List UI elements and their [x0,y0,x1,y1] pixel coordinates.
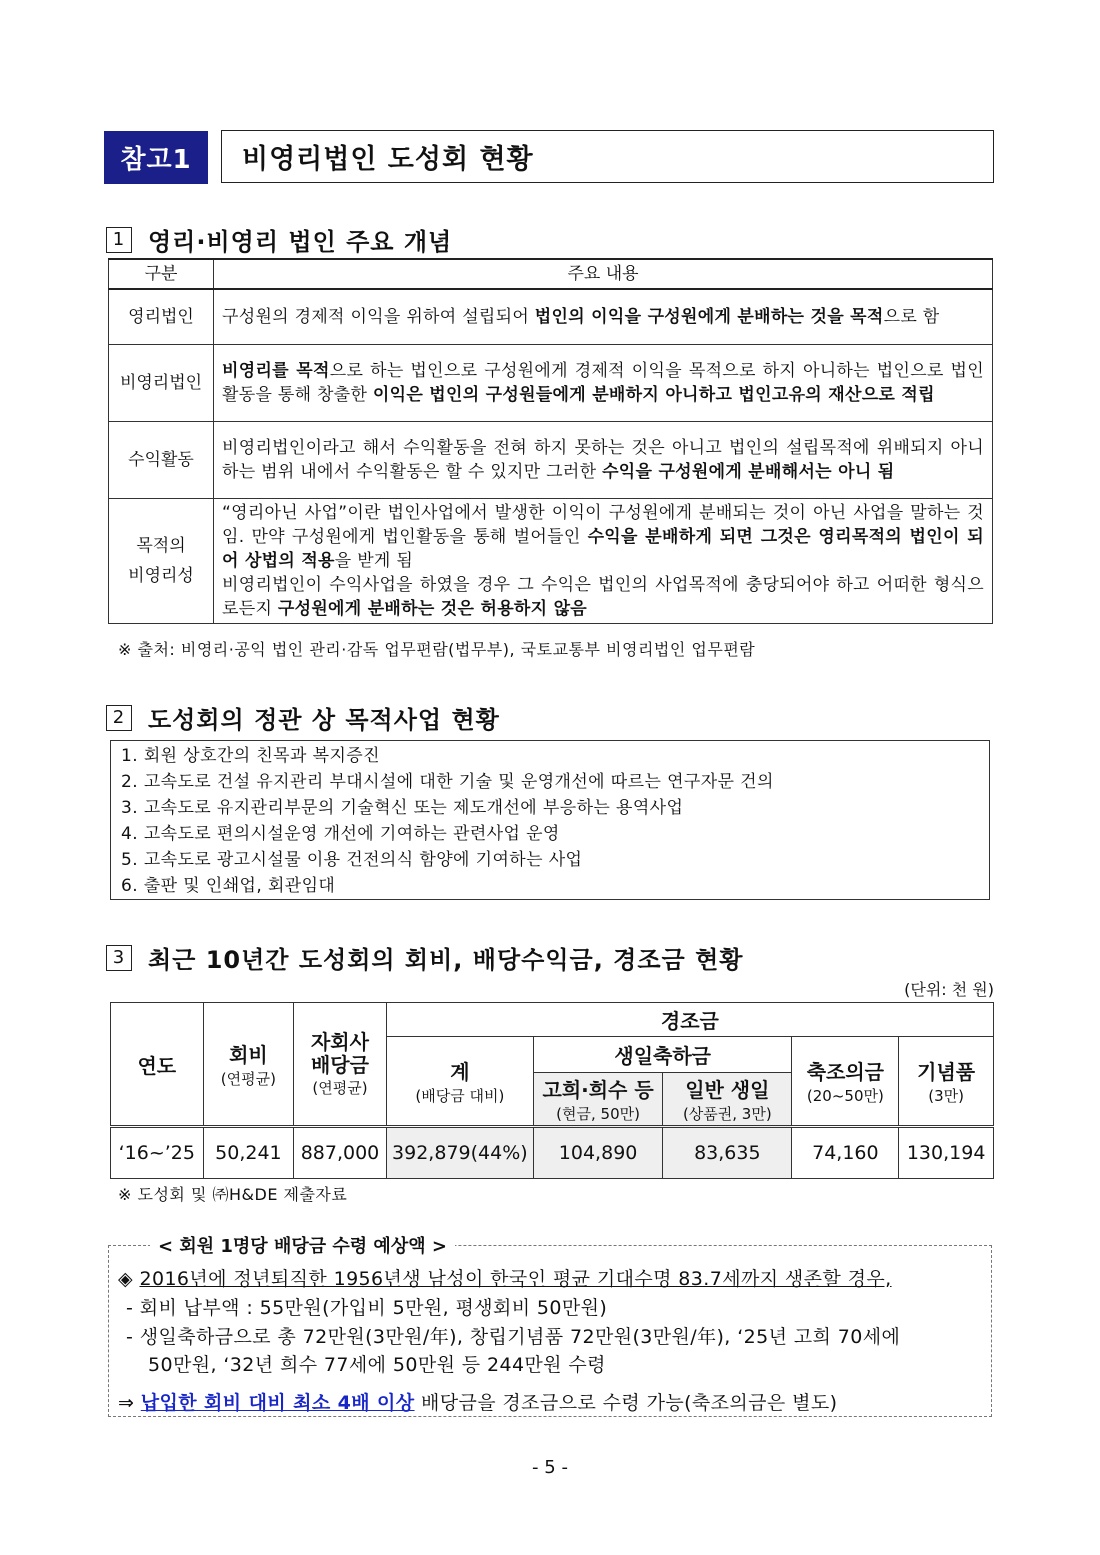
concept-header-row [109,259,993,289]
purpose-item: 3. 고속도로 유지관리부문의 기술혁신 또는 제도개선에 부응하는 용역사업 [121,798,684,818]
body-text: 구성원의 경제적 이익을 위하여 설립되어 [222,307,535,327]
emphasis-text: 이익은 법인의 구성원들에게 분배하지 아니하고 법인고유의 재산으로 적립 [372,385,935,405]
header-gift-label: 기념품 [917,1060,976,1084]
body-text: 으로 하는 법인으로 구성원에게 경제적 이익을 목적으로 하지 아니하는 법인으로 법인활동을 통해 창출한 [222,361,984,405]
header-elder-sub: (현금, 50만) [556,1105,640,1123]
concept-row [109,345,993,422]
summary-conclusion [118,1388,837,1415]
header-gift [899,1037,994,1127]
section1-number: 1 [106,227,132,253]
header-condol-label: 축조의금 [806,1060,884,1084]
section1-heading [106,222,452,257]
concept-content [214,422,993,499]
header-condol-sub: (20~50만) [806,1087,884,1105]
header-condolence-group: 경조금 [386,1003,993,1037]
concept-content [214,289,993,345]
concept-header-content: 주요 내용 [214,259,993,289]
header-total [386,1037,533,1127]
concept-label: 수익활동 [109,422,214,499]
concept-label: 영리법인 [109,289,214,345]
summary-lead [118,1264,892,1291]
reference-badge: 참고1 [104,131,208,184]
header-total-label: 계 [450,1060,470,1084]
header-fee-label: 회비 [229,1043,268,1067]
body-text: 을 받게 됨 [334,551,414,571]
concept-row [109,499,993,624]
section3-heading [106,940,743,975]
header-birthday: 생일축하금 [533,1037,791,1073]
finance-table [110,1002,994,1179]
purpose-item: 5. 고속도로 광고시설물 이용 건전의식 함양에 기여하는 사업 [121,850,583,870]
table-row [111,1127,994,1179]
body-text: 으로 함 [883,307,940,327]
concept-row [109,289,993,345]
summary-bullet-cont: 50만원, ‘32년 희수 77세에 50만원 등 244만원 수령 [148,1354,606,1376]
purpose-item: 4. 고속도로 편의시설운영 개선에 기여하는 관련사업 운영 [121,824,560,844]
purpose-item: 6. 출판 및 인쇄업, 회관임대 [121,876,336,896]
concept-label: 비영리법인 [109,345,214,422]
section3-number: 3 [106,945,132,971]
section2-number: 2 [106,705,132,731]
purpose-list [110,740,990,900]
header-condol [792,1037,899,1127]
section1-title: 영리·비영리 법인 주요 개념 [148,228,453,256]
summary-title: < 회원 1명당 배당금 수령 예상액 > [150,1232,455,1258]
body-text: “영리아닌 사업”이란 법인사업에서 발생한 이익이 구성원에게 분배되는 것이 아닌 사업을 말하는 것임. 만약 구성원에게 법인활동을 통해 벌어들인 [222,503,984,547]
summary-lead-text: 2016년에 정년퇴직한 1956년생 남성이 한국인 평균 기대수명 83.7세까지 생존할 경우, [139,1268,892,1290]
header-dividend-label: 자회사 배당금 [310,1029,369,1077]
summary-conclusion-rest: 배당금을 경조금으로 수령 가능(축조의금은 별도) [414,1392,838,1414]
header-elder [533,1073,662,1127]
summary-bullet: - 회비 납부액 : 55만원(가입비 5만원, 평생회비 50만원) [126,1297,608,1319]
cell-normal: 83,635 [663,1127,792,1179]
header-fee [203,1003,294,1127]
section2-heading [106,700,500,735]
body-text: 비영리법인이라고 해서 수익활동을 전혀 하지 못하는 것은 아니고 법인의 설립목적에 위배되지 아니하는 범위 내에서 수익활동은 할 수 있지만 그러한 [222,438,984,482]
concept-row [109,422,993,499]
unit-label: (단위: 천 원) [904,980,994,999]
arrow-icon: ⇒ [118,1392,135,1414]
purpose-item: 2. 고속도로 건설 유지관리 부대시설에 대한 기술 및 운영개선에 따르는 연구자문 건의 [121,772,774,792]
cell-gift: 130,194 [899,1127,994,1179]
cell-fee: 50,241 [203,1127,294,1179]
header-gift-sub: (3만) [928,1087,965,1105]
header-dividend-sub: (연평균) [312,1078,368,1097]
body-text: 비영리법인이 수익사업을 하였을 경우 그 수익은 법인의 사업목적에 충당되어야 하고 어떠한 형식으로든지 [222,575,984,619]
header-normal-label: 일반 생일 [685,1078,770,1102]
summary-emphasis: 납입한 회비 대비 최소 4배 이상 [140,1392,415,1414]
emphasis-text: 비영리를 목적 [222,361,330,381]
concept-label-line: 목적의 [136,536,186,556]
page-title: 비영리법인 도성회 현황 [221,130,994,183]
concept-label [109,499,214,624]
header-fee-sub: (연평균) [220,1070,276,1088]
section3-title: 최근 10년간 도성회의 회비, 배당수익금, 경조금 현황 [148,946,744,974]
cell-year: ‘16~’25 [111,1127,204,1179]
cell-condol: 74,160 [792,1127,899,1179]
concept-table [108,258,993,624]
section1-source-note: ※ 출처: 비영리·공익 법인 관리·감독 업무편람(법무부), 국토교통부 비영리법인 업무편람 [118,640,756,659]
header-elder-label: 고희·희수 등 [542,1078,654,1102]
header-normal [663,1073,792,1127]
concept-label-line: 비영리성 [128,566,194,586]
summary-bullet: - 생일축하금으로 총 72만원(3만원/年), 창립기념품 72만원(3만원/年), ‘25년 고희 70세에 [126,1326,901,1348]
header-year: 연도 [111,1003,204,1127]
emphasis-text: 법인의 이익을 구성원에게 분배하는 것을 목적 [534,307,884,327]
page-number: - 5 - [532,1457,568,1478]
section3-source-note: ※ 도성회 및 ㈜H&DE 제출자료 [118,1185,348,1204]
concept-content [214,345,993,422]
cell-elder: 104,890 [533,1127,662,1179]
emphasis-text: 수익을 구성원에게 분배해서는 아니 됨 [602,462,895,482]
header-normal-sub: (상품권, 3만) [682,1105,772,1123]
concept-content [214,499,993,624]
header-total-sub: (배당금 대비) [415,1087,505,1105]
section2-title: 도성회의 정관 상 목적사업 현황 [148,706,500,734]
cell-dividend: 887,000 [294,1127,387,1179]
cell-total: 392,879(44%) [386,1127,533,1179]
header-dividend [294,1003,387,1127]
concept-header-category: 구분 [109,259,214,289]
purpose-item: 1. 회원 상호간의 친목과 복지증진 [121,746,380,766]
diamond-icon: ◈ [118,1268,134,1290]
emphasis-text: 구성원에게 분배하는 것은 허용하지 않음 [277,599,588,619]
emphasis-text: 수익을 분배하게 되면 그것은 영리목적의 법인이 되어 상법의 적용 [222,527,984,571]
